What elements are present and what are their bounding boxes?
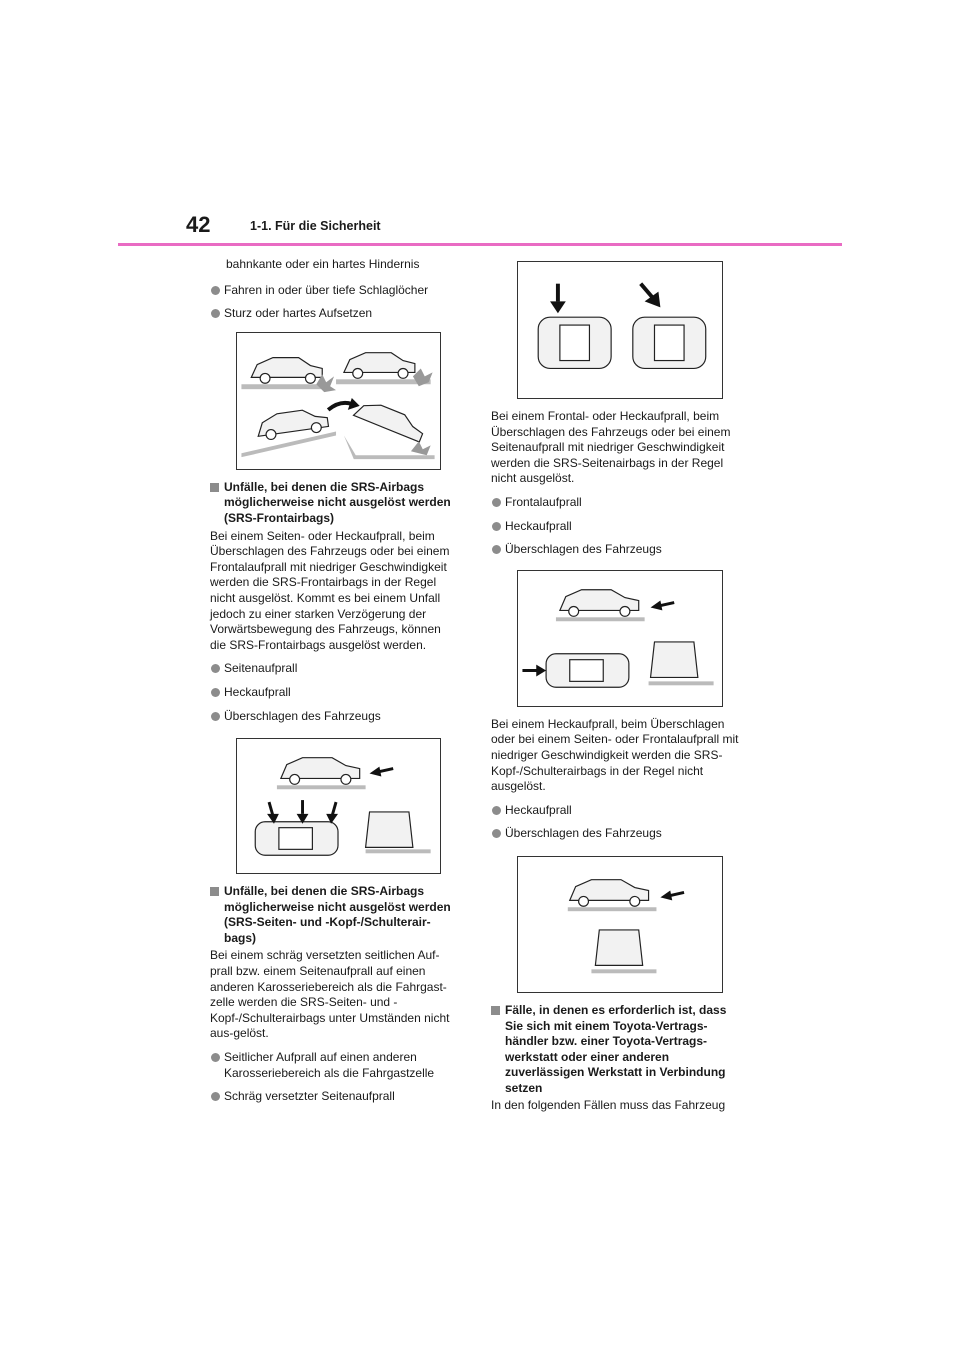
list-item: Frontalaufprall <box>491 495 741 511</box>
car-top-view-illustration <box>518 262 722 398</box>
list-item: Heckaufprall <box>210 685 460 701</box>
list-item: Überschlagen des Fahrzeugs <box>491 826 741 842</box>
heading-side-curtain-airbags: Unfälle, bei denen die SRS-Airbags möglicherweise nicht ausgelöst werden (SRS-Seiten- und -Kopf-/Schulterair-bags) <box>210 884 460 946</box>
illustration-front-rear-rollover <box>517 570 723 707</box>
list-item: Überschlagen des Fahrzeugs <box>210 709 460 725</box>
left-column <box>210 253 460 1113</box>
list-item: Sturz oder hartes Aufsetzen <box>210 306 460 322</box>
list-item: Überschlagen des Fahrzeugs <box>491 542 741 558</box>
paragraph-curtain-airbags: Bei einem Heckaufprall, beim Überschlagen oder bei einem Seiten- oder Frontalaufprall mit niedriger Geschwindigkeit werden die SRS-Kopf-/Schulterairbags in der Regel nicht ausgelöst. <box>491 716 739 794</box>
continuation-text: bahnkante oder ein hartes Hindernis <box>226 257 420 271</box>
section-title: 1-1. Für die Sicherheit <box>250 219 381 233</box>
illustration-angled-side-impact <box>517 261 723 399</box>
list-item: Schräg versetzter Seitenaufprall <box>210 1089 460 1105</box>
paragraph-dealer: In den folgenden Fällen muss das Fahrzeug <box>491 1098 726 1113</box>
list-item: Fahren in oder über tiefe Schlaglöcher <box>210 283 460 299</box>
header-rule <box>118 243 842 246</box>
car-impact-illustration <box>518 571 722 706</box>
illustration-side-rear-rollover <box>236 738 441 874</box>
list-item: Seitlicher Aufprall auf einen anderen Karosseriebereich als die Fahrgastzelle <box>210 1050 460 1081</box>
right-column <box>491 253 741 1122</box>
car-impact-illustration <box>518 857 722 992</box>
list-item: Heckaufprall <box>491 803 741 819</box>
paragraph-frontal: Bei einem Seiten- oder Heckaufprall, beim Überschlagen des Fahrzeugs oder bei einem Frontalaufprall mit niedriger Geschwindigkeit werden die SRS-Frontairbags in der Regel nicht ausgelöst. Kommt es bei einem Unfall jedoch zu einer starken Verzögerung der Vorwärtsbewegung des Fahrzeugs, können die SRS-Frontairbags ausgelöst werden. <box>210 528 450 652</box>
illustration-pothole-fall <box>236 332 441 470</box>
illustration-rear-rollover <box>517 856 723 993</box>
car-impact-illustration <box>237 739 440 873</box>
paragraph-side: Bei einem schräg versetzten seitlichen Auf-prall bzw. einem Seitenaufprall auf einen anderen Karosseriebereich als die Fahrgast-zelle werden die SRS-Seiten- und -Kopf-/Schulterairbags unter Umständen nicht aus-gelöst. <box>210 948 450 1041</box>
heading-frontal-airbags: Unfälle, bei denen die SRS-Airbags möglicherweise nicht ausgelöst werden (SRS-Frontairbags) <box>210 480 460 527</box>
list-item: Seitenaufprall <box>210 661 460 677</box>
car-crash-illustration <box>237 333 440 469</box>
list-item: Heckaufprall <box>491 519 741 535</box>
page-number: 42 <box>186 212 211 237</box>
paragraph-seat-airbags: Bei einem Frontal- oder Heckaufprall, beim Überschlagen des Fahrzeugs oder bei einem Seitenaufprall mit niedriger Geschwindigkeit werden die SRS-Seitenairbags in der Regel nicht ausgelöst. <box>491 409 731 486</box>
heading-dealer-contact: Fälle, in denen es erforderlich ist, dass Sie sich mit einem Toyota-Vertrags-händler bzw. einer Toyota-Vertrags-werkstatt oder einer anderen zuverlässigen Werkstatt in Verbindung setzen <box>491 1003 741 1097</box>
